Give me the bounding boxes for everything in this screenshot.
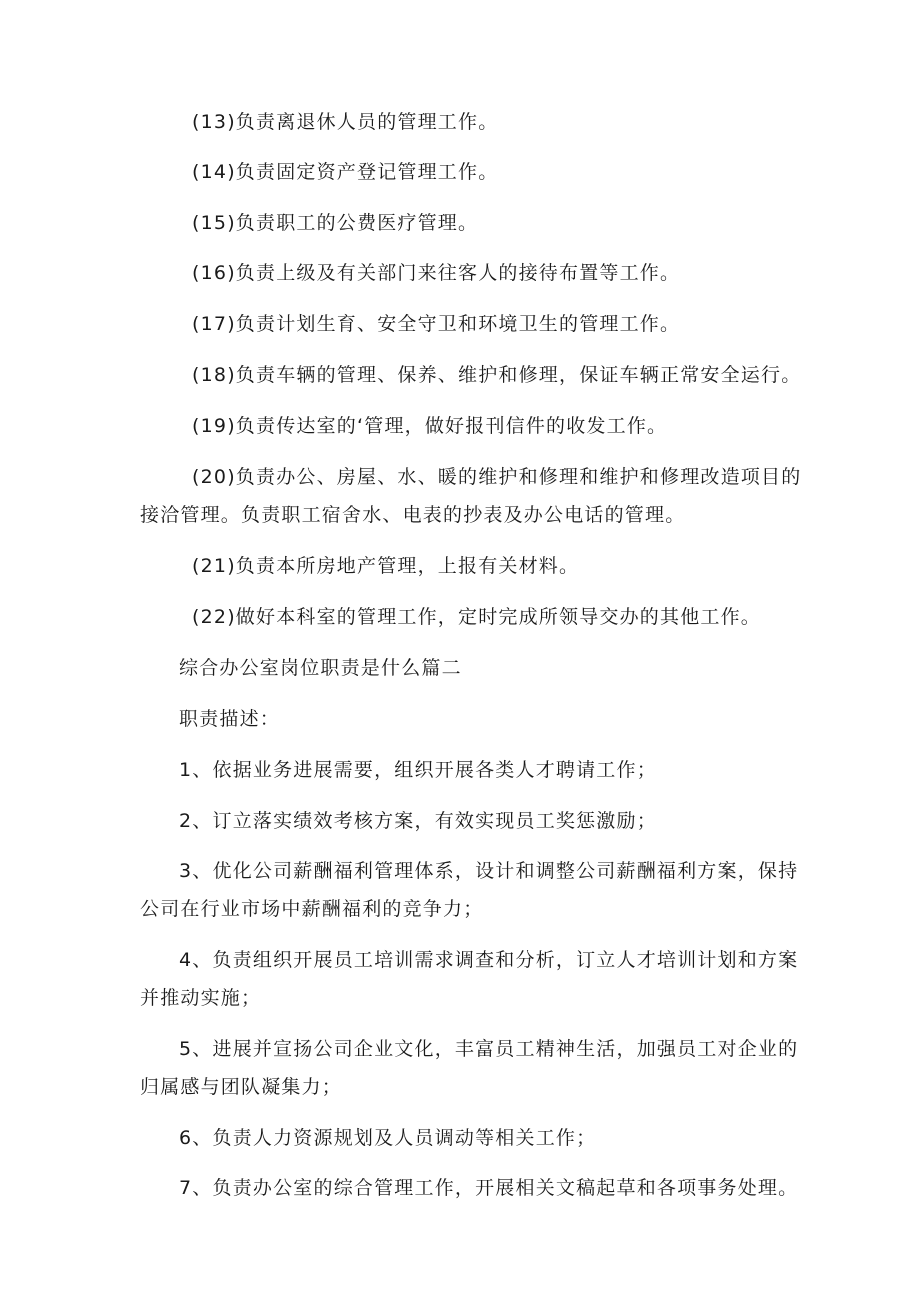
list-item: 1、依据业务进展需要，组织开展各类人才聘请工作； (179, 759, 657, 781)
subheading: 职责描述： (179, 708, 281, 730)
list-item: (22)做好本科室的管理工作，定时完成所领导交办的其他工作。 (192, 606, 762, 628)
section-title: 综合办公室岗位职责是什么篇二 (179, 657, 462, 679)
list-item: (16)负责上级及有关部门来往客人的接待布置等工作。 (192, 262, 681, 284)
list-item: (20)负责办公、房屋、水、暖的维护和修理和维护和修理改造项目的 (192, 466, 802, 488)
list-item-continuation: 接洽管理。负责职工宿舍水、电表的抄表及办公电话的管理。 (140, 504, 686, 526)
list-item: (21)负责本所房地产管理，上报有关材料。 (192, 555, 580, 577)
list-item: 7、负责办公室的综合管理工作，开展相关文稿起草和各项事务处理。 (179, 1177, 799, 1199)
list-item: 4、负责组织开展员工培训需求调查和分析，订立人才培训计划和方案 (179, 949, 799, 971)
list-item: 2、订立落实绩效考核方案，有效实现员工奖惩激励； (179, 810, 657, 832)
list-item: (18)负责车辆的管理、保养、维护和修理，保证车辆正常安全运行。 (192, 364, 802, 386)
list-item: 3、优化公司薪酬福利管理体系，设计和调整公司薪酬福利方案，保持 (179, 860, 799, 882)
list-item: (13)负责离退休人员的管理工作。 (192, 111, 499, 133)
list-item-continuation: 并推动实施； (140, 987, 262, 1009)
list-item-continuation: 公司在行业市场中薪酬福利的竞争力； (140, 898, 484, 920)
list-item: (15)负责职工的公费医疗管理。 (192, 212, 479, 234)
list-item: (17)负责计划生育、安全守卫和环境卫生的管理工作。 (192, 313, 681, 335)
list-item: (14)负责固定资产登记管理工作。 (192, 161, 499, 183)
list-item: (19)负责传达室的‘管理，做好报刊信件的收发工作。 (192, 415, 668, 437)
list-item-continuation: 归属感与团队凝集力； (140, 1076, 343, 1098)
list-item: 6、负责人力资源规划及人员调动等相关工作； (179, 1127, 597, 1149)
list-item: 5、进展并宣扬公司企业文化，丰富员工精神生活，加强员工对企业的 (179, 1038, 799, 1060)
